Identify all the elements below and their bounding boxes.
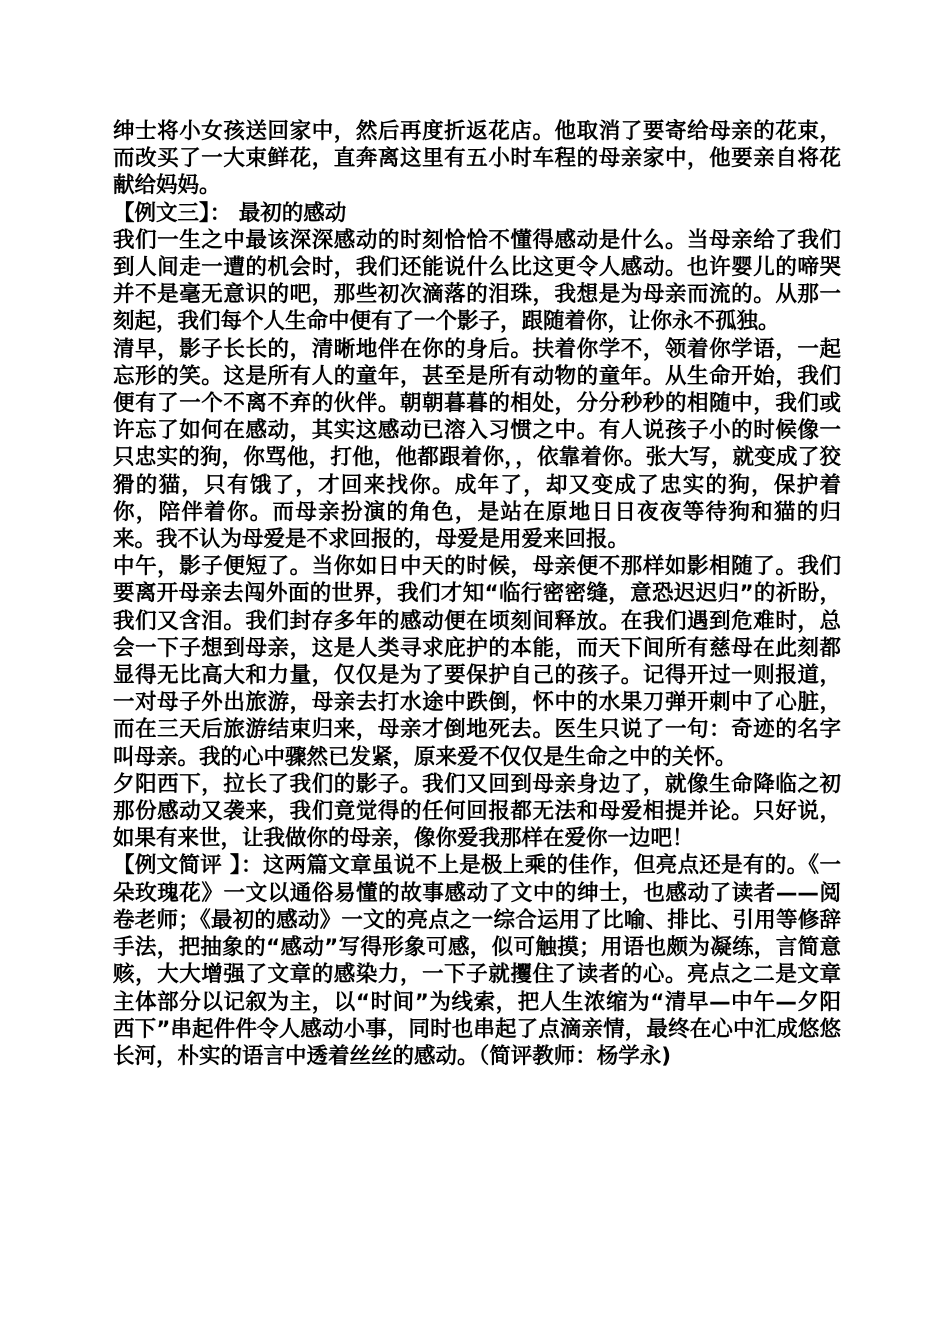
body-paragraph: 清早，影子长长的，清晰地伴在你的身后。扶着你学不，领着你学语，一起忘形的笑。这是所有人的童年，甚至是所有动物的童年。从生命开始，我们便有了一个不离不弃的伙伴。朝朝暮暮的相处，分分秒秒的相随中，我们或许忘了如何在感动，其实这感动已溶入习惯之中。有人说孩子小的时候像一只忠实的狗，你骂他，打他，他都跟着你，，依靠着你。张大写，就变成了狡猾的猫，只有饿了，才回来找你。成年了，却又变成了忠实的狗，保护着你，陪伴着你。而母亲扮演的角色，是站在原地日日夜夜等待狗和猫的归来。我不认为母爱是不求回报的，母爱是用爱来回报。 — [113, 336, 841, 553]
review-paragraph: 【例文简评 】：这两篇文章虽说不上是极上乘的佳作，但亮点还是有的。《一朵玫瑰花》一文以通俗易懂的故事感动了文中的绅士，也感动了读者——阅卷老师；《最初的感动》一文的亮点之一综合运用了比喻、排比、引用等修辞手法，把抽象的“感动”写得形象可感，似可触摸；用语也颇为凝练，言简意赅，大大增强了文章的感染力，一下子就攫住了读者的心。亮点之二是文章主体部分以记叙为主，以“时间”为线索，把人生浓缩为“清早—中午—夕阳西下”串起件件令人感动小事，同时也串起了点滴亲情，最终在心中汇成悠悠长河，朴实的语言中透着丝丝的感动。（简评教师：杨学永) — [113, 853, 841, 1069]
body-paragraph: 中午，影子便短了。当你如日中天的时候，母亲便不那样如影相随了。我们要离开母亲去闯外面的世界，我们才知“临行密密缝，意恐迟迟归”的祈盼，我们又含泪。我们封存多年的感动便在顷刻间释放。在我们遇到危难时，总会一下子想到母亲，这是人类寻求庇护的本能，而天下间所有慈母在此刻都显得无比高大和力量，仅仅是为了要保护自己的孩子。记得开过一则报道，一对母子外出旅游，母亲去打水途中跌倒，怀中的水果刀弹开刺中了心脏，而在三天后旅游结束归来，母亲才倒地死去。医生只说了一句：奇迹的名字叫母亲。我的心中骤然已发紧，原来爱不仅仅是生命之中的关怀。 — [113, 554, 841, 770]
body-paragraph: 夕阳西下，拉长了我们的影子。我们又回到母亲身边了，就像生命降临之初那份感动又袭来，我们竟觉得的任何回报都无法和母爱相提并论。只好说，如果有来世，让我做你的母亲，像你爱我那样在爱你一边吧！ — [113, 771, 841, 852]
body-paragraph: 我们一生之中最该深深感动的时刻恰恰不懂得感动是什么。当母亲给了我们到人间走一遭的机会时，我们还能说什么比这更令人感动。也许婴儿的啼哭并不是毫无意识的吧，那些初次滴落的泪珠，我想是为母亲而流的。从那一刻起，我们每个人生命中便有了一个影子，跟随着你，让你永不孤独。 — [113, 227, 841, 335]
example-heading: 【例文三】： 最初的感动 — [113, 200, 347, 226]
intro-paragraph: 绅士将小女孩送回家中，然后再度折返花店。他取消了要寄给母亲的花束，而改买了一大束鲜花，直奔离这里有五小时车程的母亲家中，他要亲自将花献给妈妈。 — [113, 119, 841, 199]
document-page — [113, 118, 841, 1070]
